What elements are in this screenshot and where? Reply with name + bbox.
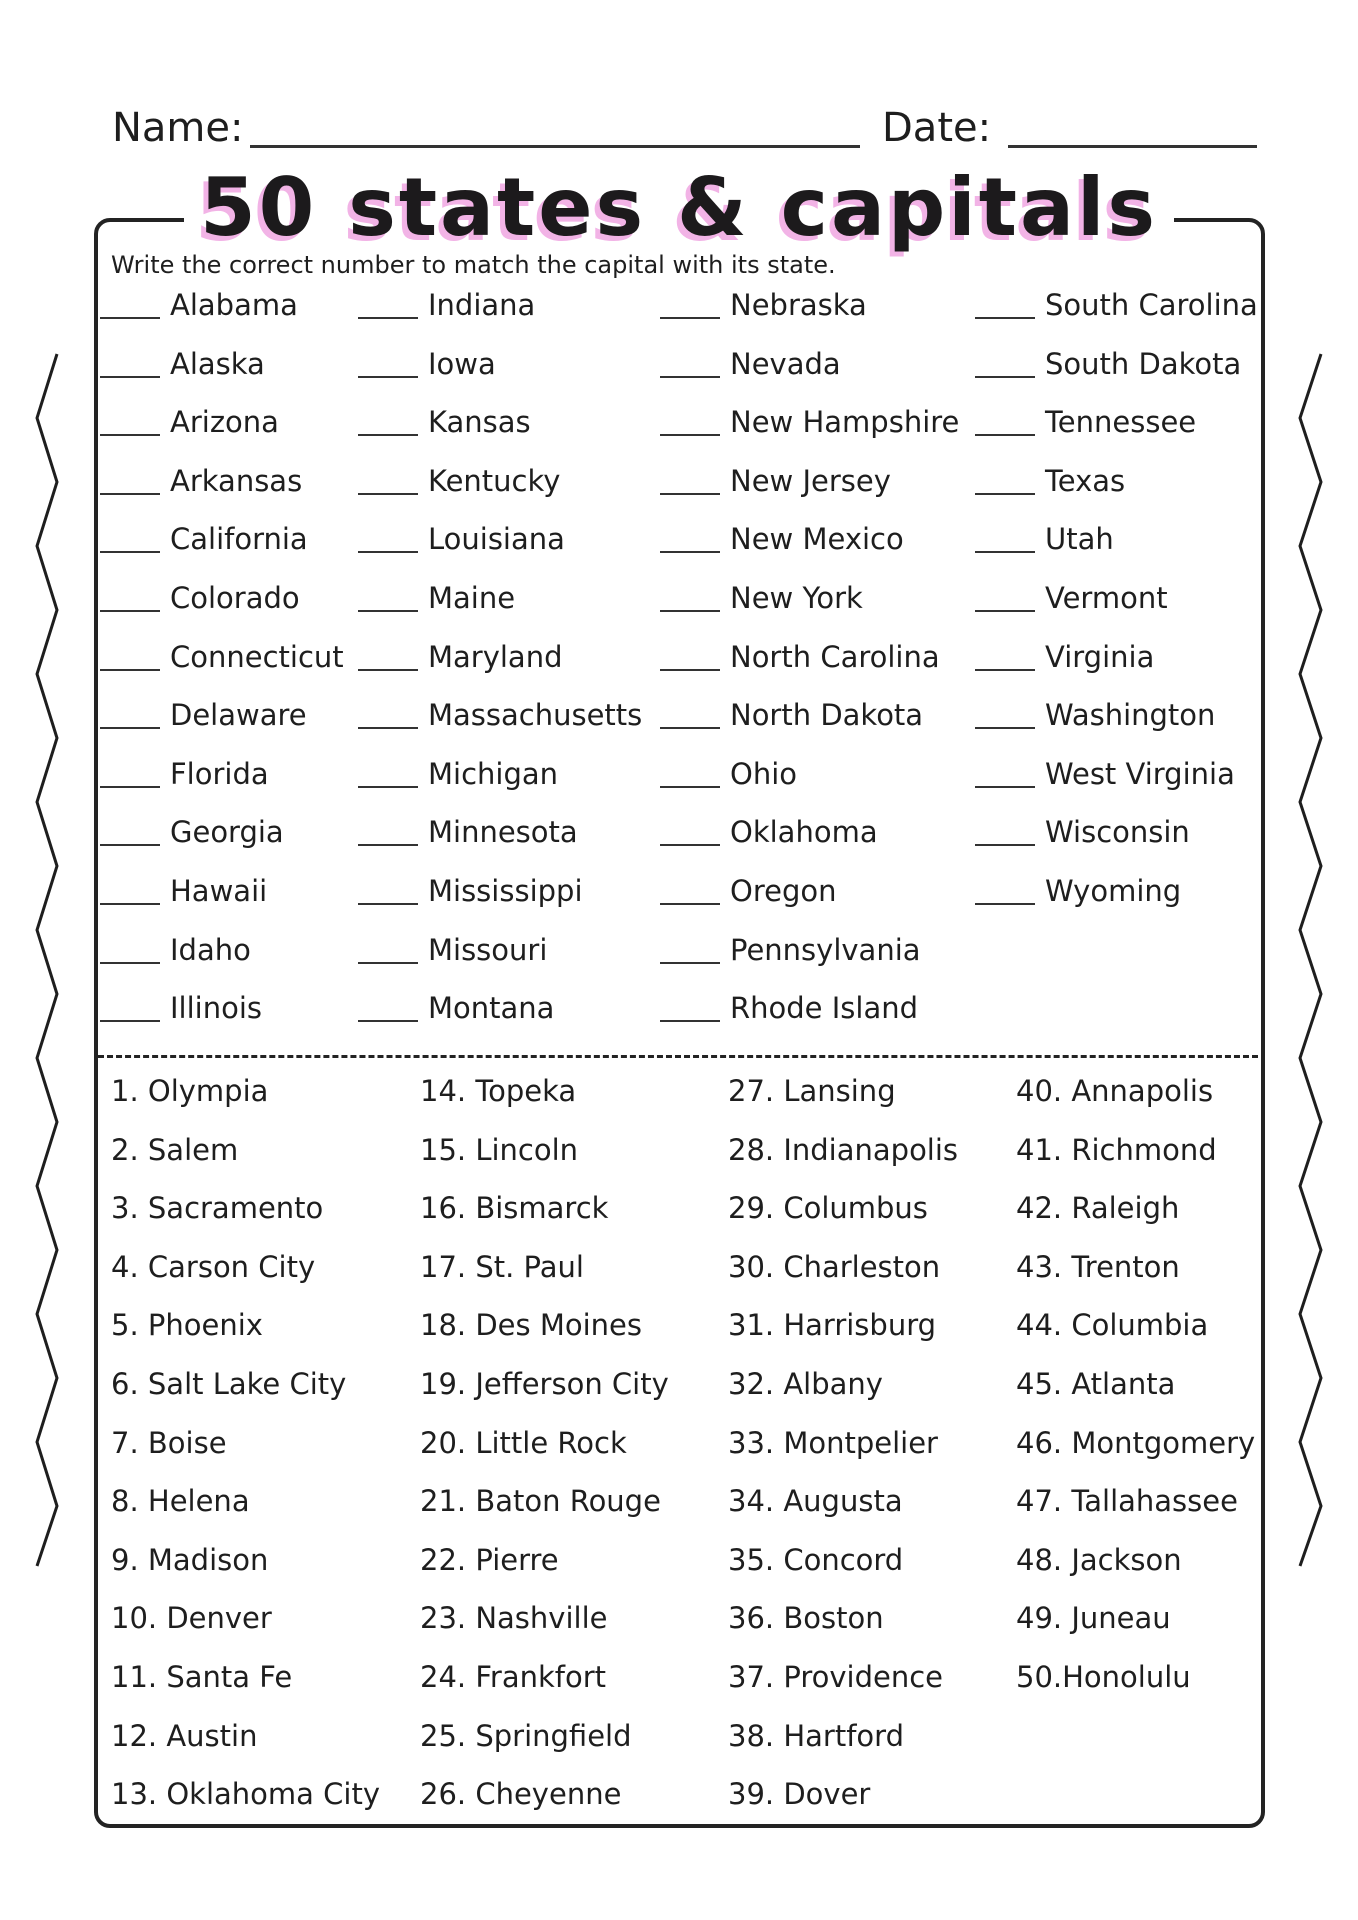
state-name: Wyoming <box>1045 874 1182 908</box>
answer-blank[interactable] <box>358 1020 418 1022</box>
capital-item: 14. Topeka <box>420 1074 577 1108</box>
capital-item: 28. Indianapolis <box>728 1132 959 1167</box>
answer-blank[interactable] <box>660 669 720 671</box>
state-row <box>660 693 923 733</box>
state-row <box>660 400 959 440</box>
state-name: Tennessee <box>1045 405 1197 440</box>
state-row <box>100 576 300 616</box>
state-row <box>358 693 642 733</box>
page-title: 50 states & capitals <box>184 160 1174 256</box>
state-name: Washington <box>1045 698 1216 733</box>
capital-item: 17. St. Paul <box>420 1249 584 1284</box>
answer-blank[interactable] <box>660 962 720 964</box>
state-name: South Carolina <box>1045 288 1258 322</box>
answer-blank[interactable] <box>975 551 1035 553</box>
capital-item: 35. Concord <box>728 1542 904 1577</box>
answer-blank[interactable] <box>100 376 160 378</box>
capital-item: 46. Montgomery <box>1016 1425 1256 1460</box>
capital-item: 9. Madison <box>111 1542 269 1577</box>
answer-blank[interactable] <box>660 786 720 788</box>
capital-item: 27. Lansing <box>728 1074 896 1108</box>
state-name: Massachusetts <box>428 698 643 733</box>
state-name: Texas <box>1045 463 1126 498</box>
answer-blank[interactable] <box>100 903 160 905</box>
capital-item: 47. Tallahassee <box>1016 1484 1238 1519</box>
state-name: Alaska <box>170 346 265 381</box>
state-name: South Dakota <box>1045 346 1242 381</box>
answer-blank[interactable] <box>358 903 418 905</box>
state-row <box>358 869 583 909</box>
state-name: Connecticut <box>170 639 344 674</box>
capital-item: 45. Atlanta <box>1016 1367 1176 1401</box>
capital-item: 8. Helena <box>111 1484 250 1519</box>
answer-blank[interactable] <box>100 727 160 729</box>
answer-blank[interactable] <box>660 434 720 436</box>
state-name: Nebraska <box>730 288 867 322</box>
capital-item: 39. Dover <box>728 1777 871 1812</box>
answer-blank[interactable] <box>100 434 160 436</box>
answer-blank[interactable] <box>100 551 160 553</box>
capital-item: 36. Boston <box>728 1601 884 1636</box>
state-name: Hawaii <box>170 874 268 908</box>
capital-item: 31. Harrisburg <box>728 1308 937 1343</box>
state-row <box>358 810 578 850</box>
state-row <box>358 400 531 440</box>
answer-blank[interactable] <box>975 786 1035 788</box>
capital-item: 21. Baton Rouge <box>420 1484 661 1519</box>
title-gap <box>202 210 1162 226</box>
state-row <box>975 869 1181 909</box>
capital-item: 11. Santa Fe <box>111 1660 293 1694</box>
state-row <box>660 986 918 1026</box>
state-row <box>660 517 904 557</box>
answer-blank[interactable] <box>975 434 1035 436</box>
capital-item: 40. Annapolis <box>1016 1074 1214 1108</box>
state-name: Vermont <box>1045 581 1168 615</box>
answer-blank[interactable] <box>358 786 418 788</box>
state-row <box>975 283 1258 323</box>
state-name: Maryland <box>428 639 563 674</box>
name-field[interactable] <box>250 145 860 148</box>
state-row <box>975 517 1114 557</box>
capital-item: 23. Nashville <box>420 1601 608 1636</box>
state-name: Oregon <box>730 874 837 908</box>
state-name: Ohio <box>730 756 798 791</box>
state-name: Minnesota <box>428 815 578 850</box>
state-name: California <box>170 522 308 557</box>
answer-blank[interactable] <box>975 903 1035 905</box>
capital-item: 43. Trenton <box>1016 1249 1180 1284</box>
answer-blank[interactable] <box>660 610 720 612</box>
state-name: New Mexico <box>730 522 904 557</box>
capital-item: 30. Charleston <box>728 1249 941 1284</box>
state-name: Mississippi <box>428 874 583 908</box>
state-row <box>100 693 307 733</box>
state-row <box>975 459 1125 499</box>
state-row <box>100 517 308 557</box>
capital-item: 50.Honolulu <box>1016 1660 1191 1694</box>
state-row <box>358 635 563 675</box>
answer-blank[interactable] <box>358 493 418 495</box>
answer-blank[interactable] <box>358 376 418 378</box>
state-row <box>660 869 836 909</box>
state-name: Kansas <box>428 405 531 440</box>
state-row <box>100 928 251 968</box>
capital-item: 33. Montpelier <box>728 1425 938 1460</box>
state-row <box>975 693 1215 733</box>
date-label: Date: <box>882 105 992 151</box>
answer-blank[interactable] <box>100 669 160 671</box>
answer-blank[interactable] <box>975 727 1035 729</box>
state-row <box>975 635 1154 675</box>
answer-blank[interactable] <box>100 317 160 319</box>
answer-blank[interactable] <box>100 610 160 612</box>
capital-item: 22. Pierre <box>420 1542 559 1577</box>
state-row <box>100 459 302 499</box>
state-name: Arizona <box>170 405 279 440</box>
answer-blank[interactable] <box>975 669 1035 671</box>
name-label: Name: <box>112 105 244 151</box>
capital-item: 2. Salem <box>111 1132 239 1167</box>
answer-blank[interactable] <box>660 1020 720 1022</box>
state-row <box>100 283 298 323</box>
capital-item: 15. Lincoln <box>420 1132 579 1167</box>
answer-blank[interactable] <box>358 727 418 729</box>
capital-item: 13. Oklahoma City <box>111 1777 380 1812</box>
state-name: Indiana <box>428 288 536 322</box>
state-name: Wisconsin <box>1045 815 1190 850</box>
state-name: North Carolina <box>730 639 940 674</box>
capital-item: 20. Little Rock <box>420 1425 627 1460</box>
capital-item: 42. Raleigh <box>1016 1191 1180 1226</box>
left-zigzag-icon <box>37 354 57 1566</box>
state-name: Rhode Island <box>730 991 919 1026</box>
capital-item: 38. Hartford <box>728 1718 904 1753</box>
capital-item: 32. Albany <box>728 1367 883 1401</box>
answer-blank[interactable] <box>100 844 160 846</box>
state-name: Iowa <box>428 346 496 381</box>
answer-blank[interactable] <box>660 551 720 553</box>
state-name: Missouri <box>428 932 548 967</box>
state-name: Delaware <box>170 698 307 733</box>
answer-blank[interactable] <box>975 317 1035 319</box>
answer-blank[interactable] <box>358 610 418 612</box>
state-row <box>100 986 262 1026</box>
answer-blank[interactable] <box>358 669 418 671</box>
state-row <box>100 400 279 440</box>
answer-blank[interactable] <box>660 376 720 378</box>
state-name: Georgia <box>170 815 284 850</box>
answer-blank[interactable] <box>660 844 720 846</box>
state-name: Montana <box>428 991 555 1026</box>
state-name: Oklahoma <box>730 815 878 850</box>
state-row <box>100 752 269 792</box>
state-row <box>660 810 878 850</box>
state-row <box>100 635 344 675</box>
capital-item: 24. Frankfort <box>420 1660 607 1694</box>
state-row <box>975 576 1168 616</box>
answer-blank[interactable] <box>975 844 1035 846</box>
state-name: New Jersey <box>730 463 891 498</box>
state-row <box>660 342 841 382</box>
capital-item: 7. Boise <box>111 1425 227 1460</box>
answer-blank[interactable] <box>100 493 160 495</box>
state-name: Nevada <box>730 346 841 381</box>
state-row <box>358 752 558 792</box>
capital-item: 25. Springfield <box>420 1718 632 1753</box>
capital-item: 37. Providence <box>728 1660 943 1694</box>
state-row <box>358 459 560 499</box>
state-name: New York <box>730 581 863 615</box>
capital-item: 16. Bismarck <box>420 1191 609 1226</box>
answer-blank[interactable] <box>660 493 720 495</box>
state-name: Colorado <box>170 581 300 615</box>
state-row <box>660 459 891 499</box>
capital-item: 5. Phoenix <box>111 1308 263 1343</box>
answer-blank[interactable] <box>100 1020 160 1022</box>
state-name: Michigan <box>428 756 559 791</box>
capital-item: 44. Columbia <box>1016 1308 1209 1343</box>
state-name: Utah <box>1045 522 1114 557</box>
state-name: Pennsylvania <box>730 932 921 967</box>
state-name: Louisiana <box>428 522 565 557</box>
capital-item: 19. Jefferson City <box>420 1367 669 1401</box>
state-name: Kentucky <box>428 463 561 498</box>
capital-item: 26. Cheyenne <box>420 1777 622 1812</box>
state-row <box>975 810 1190 850</box>
dashed-divider <box>98 1055 1258 1058</box>
answer-blank[interactable] <box>975 376 1035 378</box>
state-row <box>975 342 1241 382</box>
capital-item: 6. Salt Lake City <box>111 1367 347 1401</box>
capital-item: 29. Columbus <box>728 1191 928 1226</box>
capital-item: 34. Augusta <box>728 1484 903 1519</box>
state-name: New Hampshire <box>730 405 960 440</box>
capital-item: 1. Olympia <box>111 1074 269 1108</box>
answer-blank[interactable] <box>358 844 418 846</box>
capital-item: 48. Jackson <box>1016 1542 1182 1577</box>
state-row <box>660 283 867 323</box>
capital-item: 41. Richmond <box>1016 1132 1217 1167</box>
capital-item: 10. Denver <box>111 1601 272 1636</box>
state-row <box>100 869 267 909</box>
date-field[interactable] <box>1008 145 1257 148</box>
state-name: Virginia <box>1045 639 1155 674</box>
state-row <box>660 576 863 616</box>
answer-blank[interactable] <box>100 786 160 788</box>
state-row <box>660 928 921 968</box>
answer-blank[interactable] <box>100 962 160 964</box>
capital-item: 49. Juneau <box>1016 1601 1171 1636</box>
answer-blank[interactable] <box>660 727 720 729</box>
answer-blank[interactable] <box>975 493 1035 495</box>
state-row <box>358 283 535 323</box>
state-row <box>975 752 1235 792</box>
capital-item: 4. Carson City <box>111 1249 316 1284</box>
capital-item: 12. Austin <box>111 1718 258 1753</box>
state-name: Idaho <box>170 932 251 967</box>
answer-blank[interactable] <box>358 317 418 319</box>
answer-blank[interactable] <box>358 434 418 436</box>
capital-item: 18. Des Moines <box>420 1308 642 1343</box>
state-name: Florida <box>170 756 269 791</box>
answer-blank[interactable] <box>660 903 720 905</box>
state-name: Arkansas <box>170 463 303 498</box>
state-row <box>660 635 940 675</box>
answer-blank[interactable] <box>975 610 1035 612</box>
state-name: North Dakota <box>730 698 924 733</box>
state-name: Illinois <box>170 991 263 1026</box>
state-name: Alabama <box>170 288 298 322</box>
state-row <box>660 752 797 792</box>
capital-item: 3. Sacramento <box>111 1191 324 1226</box>
state-row <box>100 810 284 850</box>
answer-blank[interactable] <box>358 551 418 553</box>
right-zigzag-icon <box>1300 354 1321 1566</box>
state-row <box>975 400 1196 440</box>
answer-blank[interactable] <box>358 962 418 964</box>
answer-blank[interactable] <box>660 317 720 319</box>
state-row <box>100 342 265 382</box>
instructions: Write the correct number to match the capital with its state. <box>111 251 836 279</box>
state-name: West Virginia <box>1045 756 1235 791</box>
state-row <box>358 928 547 968</box>
state-row <box>358 342 496 382</box>
state-name: Maine <box>428 581 516 615</box>
state-row <box>358 986 554 1026</box>
state-row <box>358 576 515 616</box>
state-row <box>358 517 565 557</box>
